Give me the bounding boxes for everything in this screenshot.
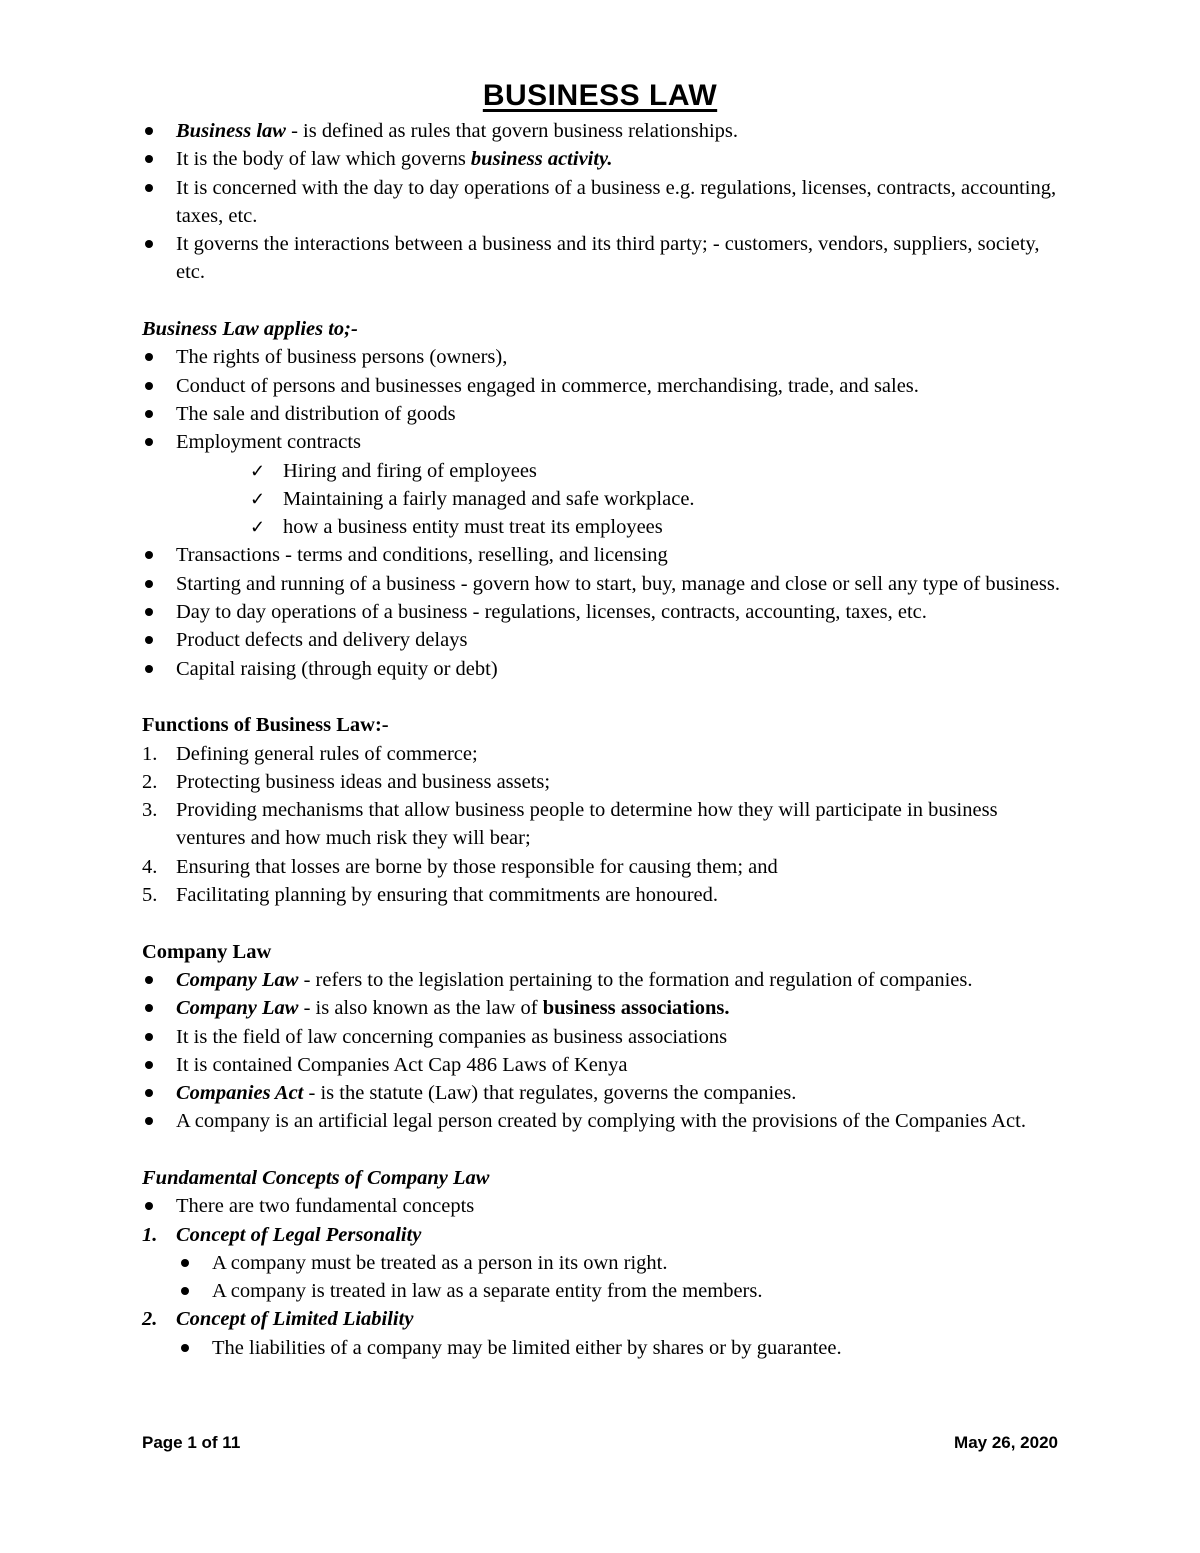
numbered-item: 1. Defining general rules of commerce; bbox=[142, 742, 478, 765]
fundamental-concepts-heading: Fundamental Concepts of Company Law bbox=[142, 1166, 490, 1189]
check-list-item: ✓ Hiring and firing of employees bbox=[142, 457, 1062, 485]
numbered-item: 2. Protecting business ideas and business assets; bbox=[142, 770, 551, 793]
page-footer bbox=[142, 1433, 1058, 1453]
list-item: It is contained Companies Act Cap 486 Laws of Kenya bbox=[142, 1051, 1062, 1079]
numbered-concept: 1. Concept of Legal Personality bbox=[142, 1223, 422, 1246]
company-law-heading: Company Law bbox=[142, 940, 272, 963]
list-item: It is concerned with the day to day operations of a business e.g. regulations, licenses, contracts, accounting, taxes, etc. bbox=[142, 174, 1062, 231]
list-item: It is the field of law concerning companies as business associations bbox=[142, 1023, 1062, 1051]
list-item: Company Law - refers to the legislation pertaining to the formation and regulation of companies. bbox=[142, 966, 1062, 994]
applies-heading: Business Law applies to;- bbox=[142, 318, 358, 341]
numbered-item: 5. Facilitating planning by ensuring that commitments are honoured. bbox=[142, 884, 718, 907]
list-item: A company must be treated as a person in its own right. bbox=[142, 1249, 1062, 1277]
list-item: Companies Act - is the statute (Law) that regulates, governs the companies. bbox=[142, 1079, 1062, 1107]
numbered-item: 4. Ensuring that losses are borne by those responsible for causing them; and bbox=[142, 855, 778, 878]
checkmark-icon: ✓ bbox=[250, 517, 266, 538]
list-item: Transactions - terms and conditions, reselling, and licensing bbox=[142, 541, 1062, 569]
check-list-item: ✓ Maintaining a fairly managed and safe workplace. bbox=[142, 485, 1062, 513]
list-item: The rights of business persons (owners), bbox=[142, 343, 1062, 371]
functions-heading: Functions of Business Law:- bbox=[142, 714, 389, 737]
list-item: A company is an artificial legal person created by complying with the provisions of the Companies Act. bbox=[142, 1107, 1062, 1135]
list-item: Business law - is defined as rules that govern business relationships. bbox=[142, 117, 1062, 145]
intro-list bbox=[142, 117, 1062, 287]
numbered-concept: 2. Concept of Limited Liability bbox=[142, 1308, 414, 1331]
list-item: Product defects and delivery delays bbox=[142, 626, 1062, 654]
list-item: It is the body of law which governs business activity. bbox=[142, 145, 1062, 173]
list-item: Capital raising (through equity or debt) bbox=[142, 655, 1062, 683]
functions-list bbox=[142, 740, 1062, 910]
list-item: A company is treated in law as a separate entity from the members. bbox=[142, 1277, 1062, 1305]
checkmark-icon: ✓ bbox=[250, 460, 266, 481]
list-item: Company Law - is also known as the law of business associations. bbox=[142, 994, 1062, 1022]
list-item: The sale and distribution of goods bbox=[142, 400, 1062, 428]
list-item: There are two fundamental concepts bbox=[142, 1192, 1062, 1220]
list-item: Conduct of persons and businesses engaged in commerce, merchandising, trade, and sales. bbox=[142, 372, 1062, 400]
page-number: Page 1 of 11 bbox=[142, 1433, 241, 1452]
list-item: Starting and running of a business - govern how to start, buy, manage and close or sell any type of business. bbox=[142, 570, 1062, 598]
list-item: Employment contracts bbox=[142, 428, 1062, 456]
fundamental-list bbox=[142, 1192, 1062, 1362]
checkmark-icon: ✓ bbox=[250, 488, 266, 509]
list-item: Day to day operations of a business - regulations, licenses, contracts, accounting, taxes, etc. bbox=[142, 598, 1062, 626]
document-date: May 26, 2020 bbox=[954, 1433, 1058, 1452]
list-item: It governs the interactions between a business and its third party; - customers, vendors, suppliers, society, etc. bbox=[142, 230, 1062, 287]
applies-list bbox=[142, 343, 1062, 683]
list-item: The liabilities of a company may be limited either by shares or by guarantee. bbox=[142, 1334, 1062, 1362]
check-list-item: ✓ how a business entity must treat its employees bbox=[142, 513, 1062, 541]
numbered-item: 3. Providing mechanisms that allow business people to determine how they will participate in business ventures and how much risk they will bear; bbox=[142, 799, 998, 850]
company-law-list bbox=[142, 966, 1062, 1136]
document-body bbox=[142, 117, 1062, 1362]
page-title: BUSINESS LAW bbox=[482, 79, 718, 112]
